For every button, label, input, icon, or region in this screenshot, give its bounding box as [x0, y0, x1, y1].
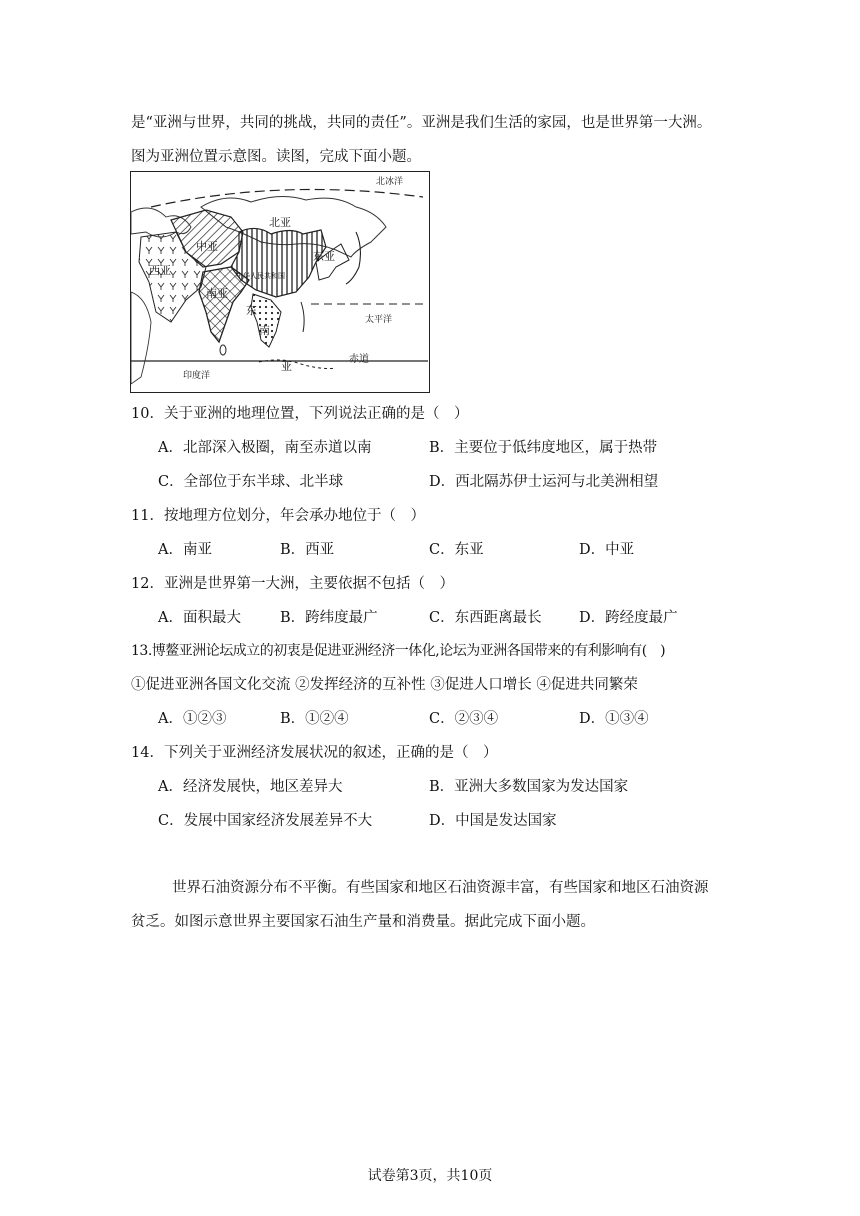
intro-line-2: 图为亚洲位置示意图。读图，完成下面小题。	[131, 149, 421, 165]
question-13-option-a[interactable]: A．①②③	[158, 711, 227, 727]
southeast-asia-region	[251, 294, 281, 347]
question-12-option-b[interactable]: B．跨纬度最广	[280, 610, 378, 626]
label-se-ya: 亚	[281, 360, 292, 373]
question-14-stem: 14．下列关于亚洲经济发展状况的叙述，正确的是（ ）	[131, 745, 498, 761]
sri-lanka-shape	[220, 345, 226, 355]
question-13-stem: 13.博鳌亚洲论坛成立的初衷是促进亚洲经济一体化,论坛为亚洲各国带来的有利影响有( )	[131, 643, 666, 659]
label-indian-ocean: 印度洋	[183, 371, 211, 381]
question-12-option-a[interactable]: A．面积最大	[158, 610, 241, 626]
asia-location-map	[130, 171, 430, 393]
question-11-option-d[interactable]: D．中亚	[579, 542, 635, 558]
asia-map-svg	[131, 172, 428, 391]
question-14-option-b[interactable]: B．亚洲大多数国家为发达国家	[429, 779, 629, 795]
question-10-stem: 10．关于亚洲的地理位置，下列说法正确的是（ ）	[131, 406, 469, 422]
question-13-statements: ①促进亚洲各国文化交流 ②发挥经济的互补性 ③促进人口增长 ④促进共同繁荣	[131, 677, 638, 693]
question-11-option-a[interactable]: A．南亚	[158, 542, 212, 558]
label-pacific-ocean: 太平洋	[365, 315, 393, 325]
question-12-option-d[interactable]: D．跨经度最广	[579, 610, 678, 626]
label-se-dong: 东	[246, 304, 257, 317]
question-14-option-d[interactable]: D．中国是发达国家	[429, 813, 557, 829]
page-footer: 试卷第3页，共10页	[367, 1168, 493, 1184]
question-11-option-b[interactable]: B．西亚	[280, 542, 335, 558]
philippines-outline	[301, 302, 304, 332]
label-west-asia: 西亚	[149, 264, 171, 277]
question-10-option-c[interactable]: C．全部位于东半球、北半球	[158, 474, 344, 490]
label-east-asia: 东亚	[313, 250, 335, 263]
question-10-option-a[interactable]: A．北部深入极圈，南至赤道以南	[158, 440, 372, 456]
label-se-nan: 南	[259, 324, 270, 337]
label-south-asia: 南亚	[206, 287, 228, 300]
question-14-option-a[interactable]: A．经济发展快，地区差异大	[158, 779, 343, 795]
question-10-option-d[interactable]: D．西北隔苏伊士运河与北美洲相望	[429, 474, 659, 490]
label-central-asia: 中亚	[196, 240, 218, 253]
question-11-option-c[interactable]: C．东亚	[429, 542, 484, 558]
question-12-option-c[interactable]: C．东西距离最长	[429, 610, 542, 626]
passage-2-line-2: 贫乏。如图示意世界主要国家石油生产量和消费量。据此完成下面小题。	[131, 914, 595, 930]
question-14-option-c[interactable]: C．发展中国家经济发展差异不大	[158, 813, 373, 829]
question-10-option-b[interactable]: B．主要位于低纬度地区，属于热带	[429, 440, 658, 456]
label-arctic-ocean: 北冰洋	[376, 177, 404, 187]
label-equator: 赤道	[349, 354, 369, 365]
label-china: 中华人民共和国	[236, 272, 285, 280]
label-north-asia: 北亚	[269, 216, 291, 229]
passage-2-line-1: 世界石油资源分布不平衡。有些国家和地区石油资源丰富，有些国家和地区石油资源	[172, 880, 709, 896]
question-11-stem: 11．按地理方位划分，年会承办地位于（ ）	[131, 508, 425, 524]
question-13-option-d[interactable]: D．①③④	[579, 711, 649, 727]
question-13-option-c[interactable]: C．②③④	[429, 711, 499, 727]
question-12-stem: 12．亚洲是世界第一大洲，主要依据不包括（ ）	[131, 576, 454, 592]
question-13-option-b[interactable]: B．①②④	[280, 711, 349, 727]
arctic-circle-line	[151, 189, 423, 207]
africa-outline	[131, 292, 151, 384]
intro-line-1: 是“亚洲与世界，共同的挑战，共同的责任”。亚洲是我们生活的家园，也是世界第一大洲。	[131, 115, 712, 131]
